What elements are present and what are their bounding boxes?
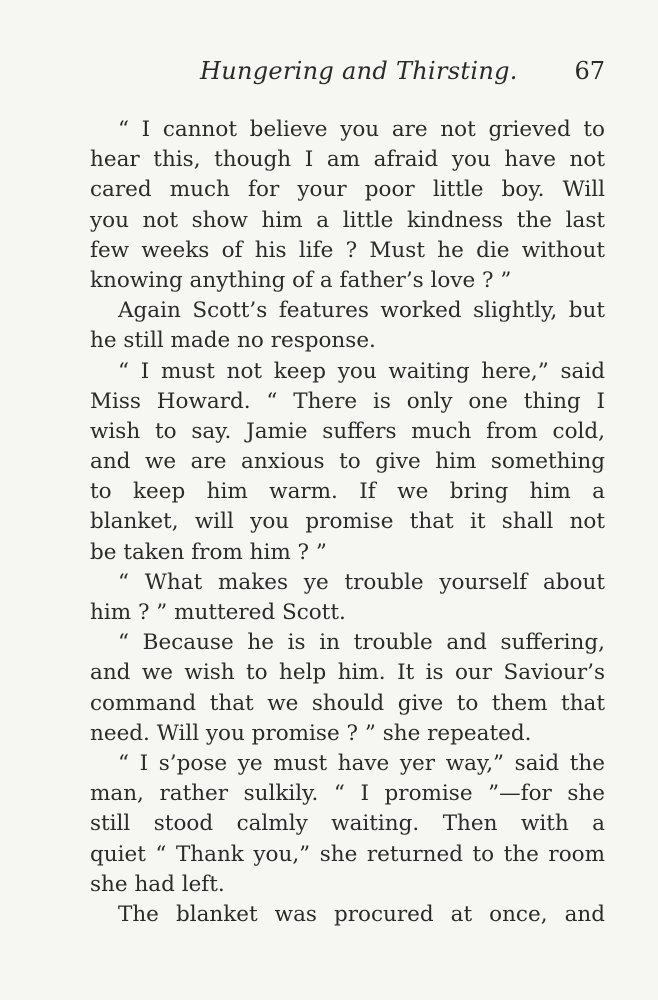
text-line: be taken from him ? ”	[90, 539, 327, 565]
text-line: The blanket was procured at once, and	[118, 901, 605, 927]
text-line: to keep him warm. If we bring him a	[90, 479, 605, 505]
text-line: Again Scott’s features worked slightly, but	[118, 298, 605, 324]
text-line: “ I cannot believe you are not grieved to	[118, 117, 605, 142]
text-line: and we are anxious to give him something	[90, 449, 605, 475]
text-line: command that we should give to them that	[90, 690, 605, 716]
text-line: she had left.	[90, 871, 225, 897]
text-line: knowing anything of a father’s love ? ”	[90, 267, 512, 293]
text-line: few weeks of his life ? Must he die without	[90, 237, 605, 263]
text-line: “ I s’pose ye must have yer way,” said the	[118, 750, 605, 776]
text-line: quiet “ Thank you,” she returned to the room	[90, 841, 605, 867]
text-line: “ I must not keep you waiting here,” said	[118, 358, 605, 384]
text-line: “ Because he is in trouble and suffering,	[118, 630, 605, 656]
text-line: “ What makes ye trouble yourself about	[118, 569, 605, 595]
text-line: cared much for your poor little boy. Will	[90, 177, 605, 203]
page-number: 67	[574, 57, 605, 85]
page-header	[90, 57, 605, 97]
text-line: hear this, though I am afraid you have not	[90, 147, 605, 173]
text-line: blanket, will you promise that it shall not	[90, 509, 605, 535]
text-line: need. Will you promise ? ” she repeated.	[90, 720, 532, 746]
text-line: still stood calmly waiting. Then with a	[90, 811, 605, 837]
running-title: Hungering and Thirsting.	[200, 57, 518, 85]
text-line: wish to say. Jamie suffers much from cold,	[90, 418, 605, 444]
text-line: and we wish to help him. It is our Saviour’s	[90, 660, 605, 686]
text-line: man, rather sulkily. “ I promise ”—for she	[90, 781, 605, 807]
body-text	[90, 115, 605, 930]
text-line: he still made no response.	[90, 328, 376, 354]
text-line: Miss Howard. “ There is only one thing I	[90, 388, 605, 414]
text-line: you not show him a little kindness the last	[90, 207, 605, 233]
text-line: him ? ” muttered Scott.	[90, 600, 346, 625]
